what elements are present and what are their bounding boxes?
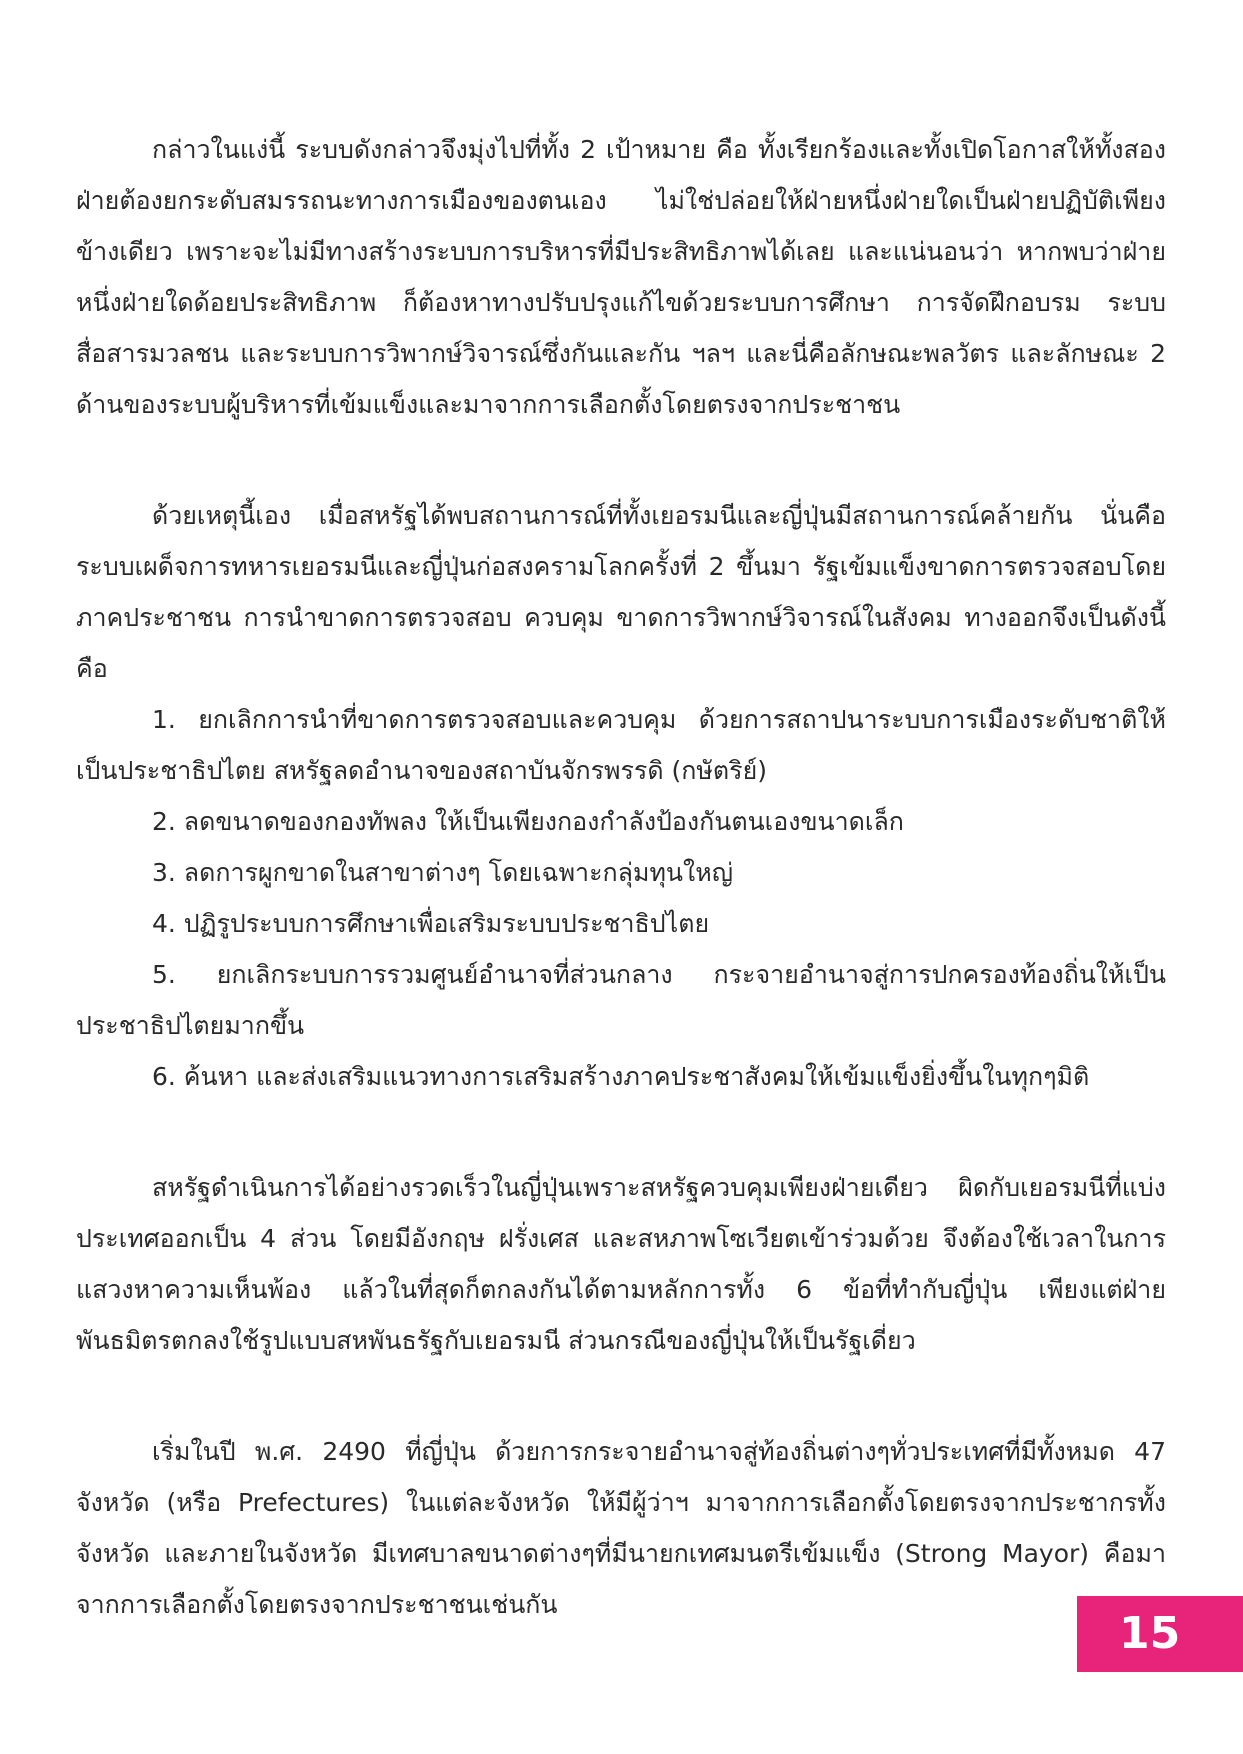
list-item-4: 4. ปฏิรูประบบการศึกษาเพื่อเสริมระบบประชาธิปไตย bbox=[152, 909, 710, 938]
paragraph-gap bbox=[76, 1102, 1166, 1162]
paragraph-3: สหรัฐดำเนินการได้อย่างรวดเร็วในญี่ปุ่นเพราะสหรัฐควบคุมเพียงฝ่ายเดียว ผิดกับเยอรมนีที่แบ่งประเทศออกเป็น 4 ส่วน โดยมีอังกฤษ ฝรั่งเศส และสหภาพโซเวียตเข้าร่วมด้วย จึงต้องใช้เวลาในการแสวงหาความเห็นพ้อง แล้วในที่สุดก็ตกลงกันได้ตามหลักการทั้ง 6 ข้อที่ทำกับญี่ปุ่น เพียงแต่ฝ่ายพันธมิตรตกลงใช้รูปแบบสหพันธรัฐกับเยอรมนี ส่วนกรณีของญี่ปุ่นให้เป็นรัฐเดี่ยว bbox=[76, 1173, 1166, 1355]
page-number-badge: 15 bbox=[1077, 1596, 1243, 1672]
list-item-5: 5. ยกเลิกระบบการรวมศูนย์อำนาจที่ส่วนกลาง กระจายอำนาจสู่การปกครองท้องถิ่นให้เป็นประชาธิปไตยมากขึ้น bbox=[76, 960, 1166, 1040]
list-item-3: 3. ลดการผูกขาดในสาขาต่างๆ โดยเฉพาะกลุ่มทุนใหญ่ bbox=[152, 858, 734, 887]
page-content bbox=[76, 124, 1166, 1630]
paragraph-gap bbox=[76, 430, 1166, 490]
list-item-6: 6. ค้นหา และส่งเสริมแนวทางการเสริมสร้างภาคประชาสังคมให้เข้มแข็งยิ่งขึ้นในทุกๆมิติ bbox=[152, 1062, 1090, 1091]
list-item-2: 2. ลดขนาดของกองทัพลง ให้เป็นเพียงกองกำลังป้องกันตนเองขนาดเล็ก bbox=[152, 807, 904, 836]
paragraph-4: เริ่มในปี พ.ศ. 2490 ที่ญี่ปุ่น ด้วยการกระจายอำนาจสู่ท้องถิ่นต่างๆทั่วประเทศที่มีทั้งหมด 47 จังหวัด (หรือ Prefectures) ในแต่ละจังหวัด ให้มีผู้ว่าฯ มาจากการเลือกตั้งโดยตรงจากประชากรทั้งจังหวัด และภายในจังหวัด มีเทศบาลขนาดต่างๆที่มีนายกเทศมนตรีเข้มแข็ง (Strong Mayor) คือมาจากการเลือกตั้งโดยตรงจากประชาชนเช่นกัน bbox=[76, 1437, 1166, 1619]
paragraph-1: กล่าวในแง่นี้ ระบบดังกล่าวจึงมุ่งไปที่ทั้ง 2 เป้าหมาย คือ ทั้งเรียกร้องและทั้งเปิดโอกาสให้ทั้งสองฝ่ายต้องยกระดับสมรรถนะทางการเมืองของตนเอง ไม่ใช่ปล่อยให้ฝ่ายหนึ่งฝ่ายใดเป็นฝ่ายปฏิบัติเพียงข้างเดียว เพราะจะไม่มีทางสร้างระบบการบริหารที่มีประสิทธิภาพได้เลย และแน่นอนว่า หากพบว่าฝ่ายหนึ่งฝ่ายใดด้อยประสิทธิภาพ ก็ต้องหาทางปรับปรุงแก้ไขด้วยระบบการศึกษา การจัดฝึกอบรม ระบบสื่อสารมวลชน และระบบการวิพากษ์วิจารณ์ซึ่งกันและกัน ฯลฯ และนี่คือลักษณะพลวัตร และลักษณะ 2 ด้านของระบบผู้บริหารที่เข้มแข็งและมาจากการเลือกตั้งโดยตรงจากประชาชน bbox=[76, 135, 1166, 419]
paragraph-2: ด้วยเหตุนี้เอง เมื่อสหรัฐได้พบสถานการณ์ที่ทั้งเยอรมนีและญี่ปุ่นมีสถานการณ์คล้ายกัน นั่นคือ ระบบเผด็จการทหารเยอรมนีและญี่ปุ่นก่อสงครามโลกครั้งที่ 2 ขึ้นมา รัฐเข้มแข็งขาดการตรวจสอบโดยภาคประชาชน การนำขาดการตรวจสอบ ควบคุม ขาดการวิพากษ์วิจารณ์ในสังคม ทางออกจึงเป็นดังนี้ คือ bbox=[76, 501, 1166, 683]
list-item-1: 1. ยกเลิกการนำที่ขาดการตรวจสอบและควบคุม ด้วยการสถาปนาระบบการเมืองระดับชาติให้เป็นประชาธิปไตย สหรัฐลดอำนาจของสถาบันจักรพรรดิ (กษัตริย์) bbox=[76, 705, 1166, 785]
paragraph-gap bbox=[76, 1366, 1166, 1426]
